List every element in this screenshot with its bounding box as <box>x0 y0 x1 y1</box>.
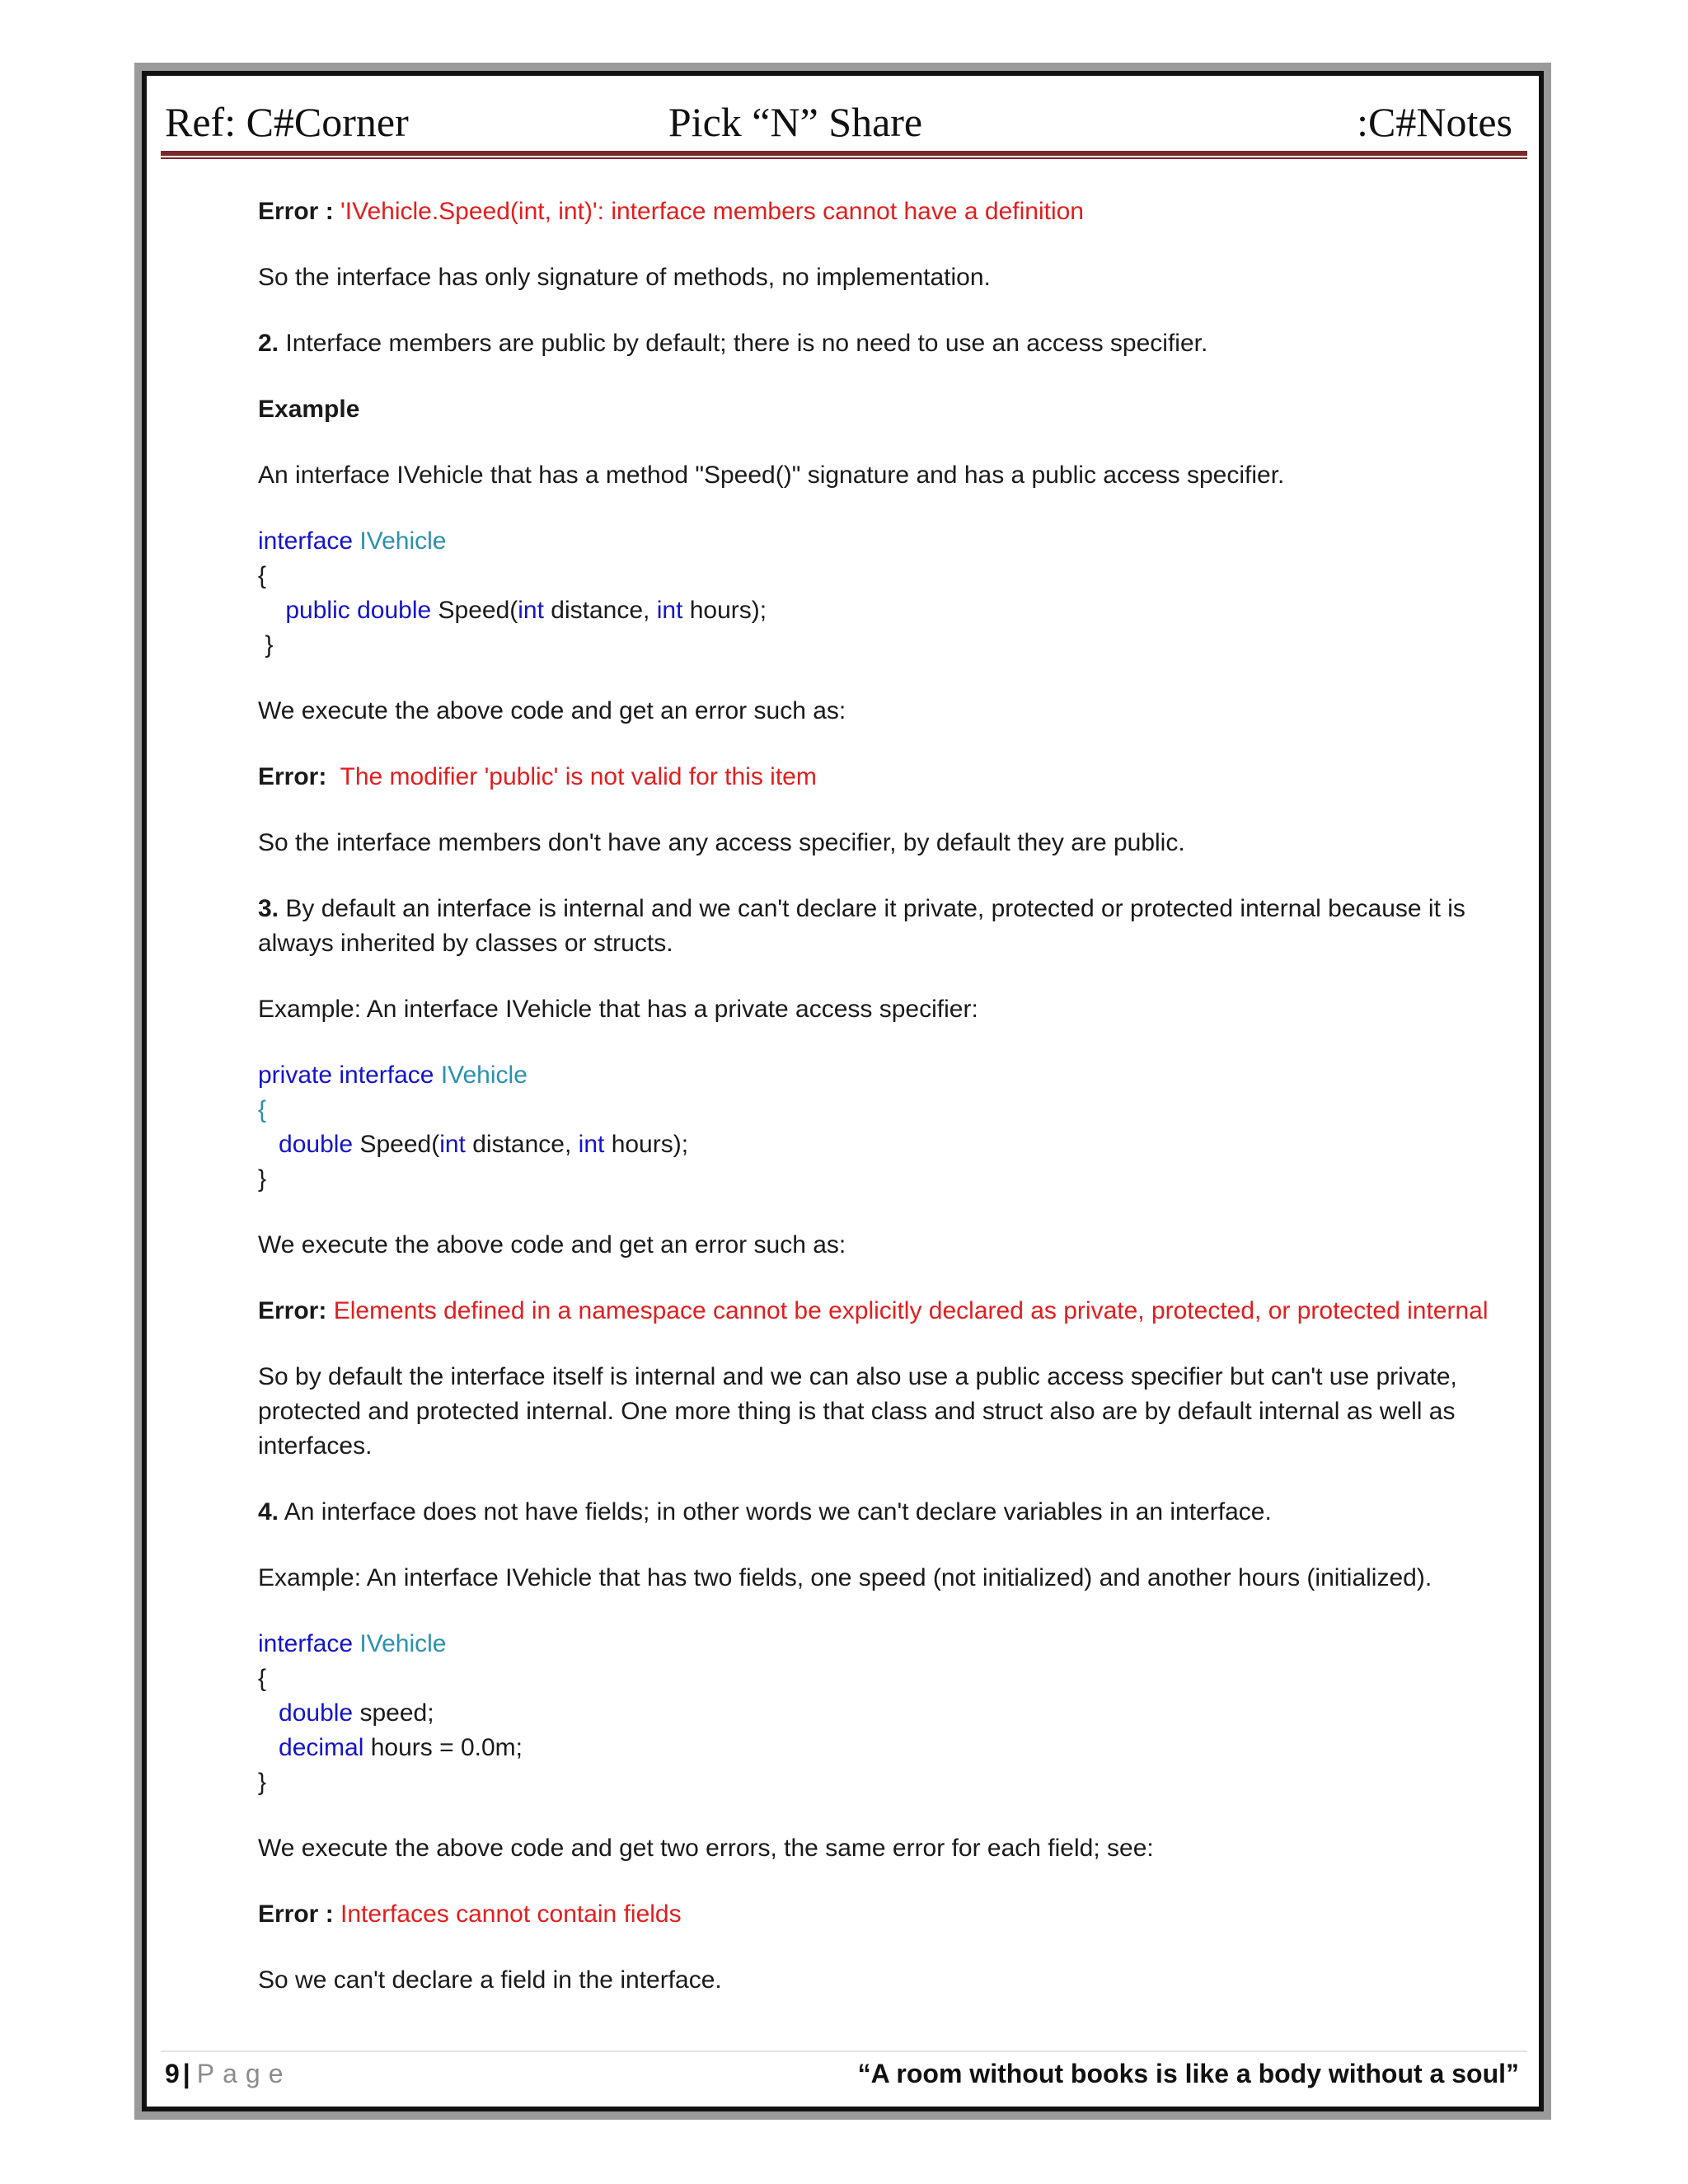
code-line <box>258 1696 1519 1731</box>
example-2-description: Example: An interface IVehicle that has a private access specifier: <box>258 996 978 1023</box>
code-keyword: decimal <box>279 1734 364 1761</box>
code-line <box>258 1162 1519 1197</box>
code-brace: } <box>258 1165 267 1193</box>
code-line <box>258 593 1519 628</box>
header-rule-thick <box>161 151 1527 156</box>
code-field: hours = 0.0m; <box>370 1734 523 1761</box>
point-number: 2. <box>258 330 279 357</box>
code-line <box>258 1765 1519 1800</box>
code-block-2 <box>258 1058 1519 1197</box>
code-keyword: private <box>258 1062 333 1089</box>
code-brace: { <box>258 562 267 589</box>
code-keyword: int <box>439 1131 466 1158</box>
footer-quote: “A room without books is like a body without a soul” <box>857 2059 1519 2088</box>
point-3 <box>258 892 1519 961</box>
error-message: Interfaces cannot contain fields <box>340 1900 682 1928</box>
point-text: By default an interface is internal and we can't declare it private, protected or protected internal because it is always inherited by classes or structs. <box>258 895 1465 957</box>
paragraph-execute-1: We execute the above code and get an error such as: <box>258 697 846 724</box>
code-line <box>258 559 1519 593</box>
code-keyword: interface <box>258 527 354 555</box>
point-number: 4. <box>258 1498 279 1526</box>
paragraph-no-specifier: So the interface members don't have any access specifier, by default they are public. <box>258 829 1185 856</box>
code-param: distance, <box>551 597 650 624</box>
code-keyword: double <box>357 597 432 624</box>
paragraph-execute-2: We execute the above code and get an error such as: <box>258 1231 846 1258</box>
point-text: Interface members are public by default; there is no need to use an access specifier. <box>285 330 1208 357</box>
point-2 <box>258 326 1519 361</box>
code-keyword: public <box>285 597 350 624</box>
code-type-name: IVehicle <box>359 1630 447 1657</box>
code-brace: { <box>258 1096 267 1123</box>
code-line <box>258 628 1519 663</box>
example-heading: Example <box>258 396 360 423</box>
code-param: hours); <box>611 1131 689 1158</box>
code-keyword: interface <box>339 1062 434 1089</box>
paragraph-execute-3: We execute the above code and get two errors, the same error for each field; see: <box>258 1835 1154 1862</box>
code-type-name: IVehicle <box>359 527 447 555</box>
point-4 <box>258 1495 1519 1530</box>
code-line <box>258 1127 1519 1162</box>
header-ref: Ref: C#Corner <box>165 99 409 145</box>
paragraph-default-internal: So by default the interface itself is internal and we can also use a public access specifier but can't use private, protected and protected internal. One more thing is that class and struct also are by default internal as well as interfaces. <box>258 1363 1457 1460</box>
code-field: speed; <box>359 1699 434 1727</box>
header-title: Pick “N” Share <box>668 99 923 145</box>
code-method: Speed( <box>438 597 518 624</box>
error-line-3 <box>258 1294 1519 1329</box>
code-block-1 <box>258 524 1519 663</box>
error-label: Error: <box>258 1297 327 1324</box>
error-label: Error: <box>258 763 327 790</box>
error-message: 'IVehicle.Speed(int, int)': interface members cannot have a definition <box>340 198 1084 225</box>
error-line-2 <box>258 760 1519 794</box>
code-param: distance, <box>472 1131 572 1158</box>
code-block-3 <box>258 1627 1519 1800</box>
code-keyword: interface <box>258 1630 354 1657</box>
code-brace: { <box>258 1665 267 1692</box>
code-keyword: int <box>656 597 683 624</box>
code-line <box>258 1093 1519 1127</box>
code-line <box>258 524 1519 559</box>
header-notes: :C#Notes <box>1357 99 1512 145</box>
code-keyword: int <box>518 597 544 624</box>
code-param: hours); <box>689 597 767 624</box>
code-keyword: double <box>279 1131 354 1158</box>
paragraph-no-field: So we can't declare a field in the interface. <box>258 1966 722 1994</box>
error-line-4 <box>258 1897 1519 1932</box>
error-line-1 <box>258 194 1519 229</box>
footer-separator: | <box>182 2059 190 2088</box>
footer-page-info <box>165 2055 291 2092</box>
code-line <box>258 1731 1519 1765</box>
code-type-name: IVehicle <box>440 1062 528 1089</box>
page-label: Page <box>196 2059 292 2088</box>
header-rule-thin <box>161 157 1527 159</box>
paragraph-signature-only: So the interface has only signature of methods, no implementation. <box>258 264 991 291</box>
code-line <box>258 1627 1519 1661</box>
error-label: Error : <box>258 1900 334 1928</box>
code-line <box>258 1661 1519 1696</box>
code-keyword: double <box>279 1699 354 1727</box>
code-keyword: int <box>578 1131 605 1158</box>
point-number: 3. <box>258 895 279 922</box>
code-method: Speed( <box>359 1131 440 1158</box>
error-message: The modifier 'public' is not valid for this item <box>340 763 817 790</box>
error-message: Elements defined in a namespace cannot be explicitly declared as private, protected, or protected internal <box>333 1297 1489 1324</box>
example-3-description: Example: An interface IVehicle that has two fields, one speed (not initialized) and another hours (initialized). <box>258 1564 1432 1591</box>
error-label: Error : <box>258 198 334 225</box>
code-brace: } <box>265 631 274 658</box>
point-text: An interface does not have fields; in other words we can't declare variables in an interface. <box>284 1498 1272 1526</box>
page-content <box>258 194 1519 2029</box>
code-brace: } <box>258 1769 267 1796</box>
code-line <box>258 1058 1519 1093</box>
page-number: 9 <box>165 2059 180 2088</box>
footer-rule <box>161 2050 1527 2052</box>
example-description: An interface IVehicle that has a method "Speed()" signature and has a public access specifier. <box>258 462 1285 489</box>
